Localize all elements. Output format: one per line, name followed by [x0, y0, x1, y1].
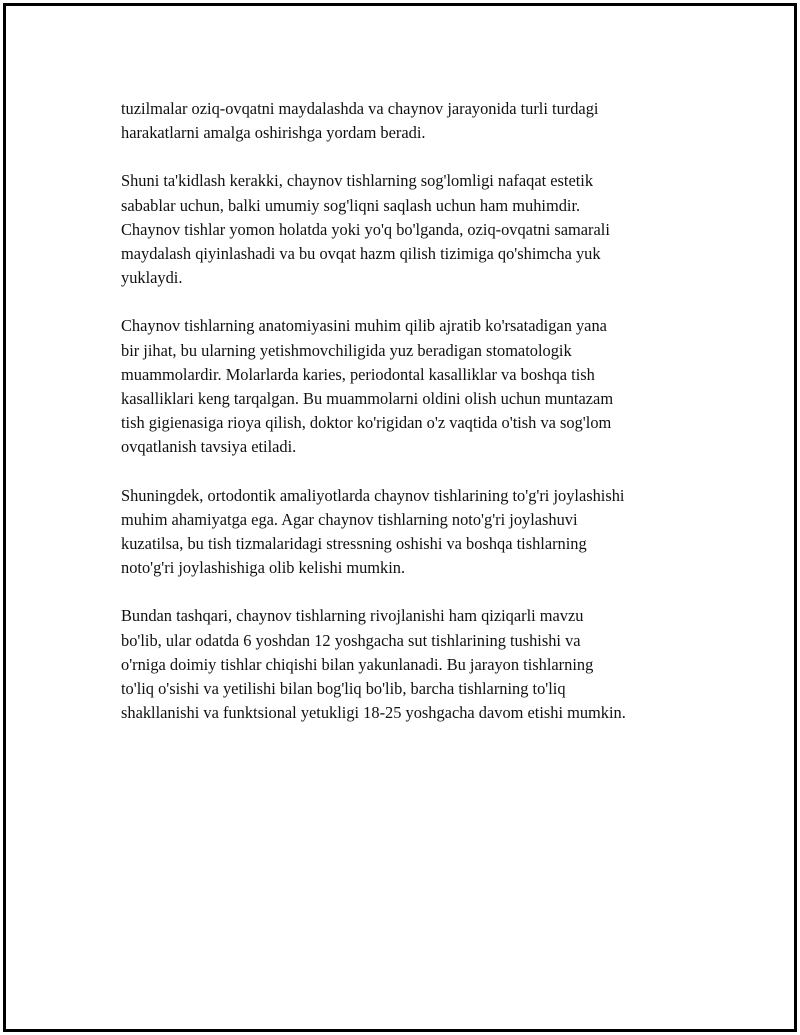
text-line: muammolardir. Molarlarda karies, periodontal kasalliklar va boshqa tish: [121, 364, 595, 384]
text-line: tuzilmalar oziq-ovqatni maydalashda va chaynov jarayonida turli turdagi: [121, 99, 599, 118]
text-line: to'liq o'sishi va yetilishi bilan bog'liq bo'lib, barcha tishlarning to'liq: [121, 679, 566, 699]
text-line: tish gigienasiga rioya qilish, doktor ko'rigidan o'z vaqtida o'tish va sog'lom: [121, 413, 612, 433]
text-line: bo'lib, ular odatda 6 yoshdan 12 yoshgacha sut tishlarining tushishi va: [121, 630, 581, 650]
paragraph-4: [121, 484, 701, 581]
text-line: o'rniga doimiy tishlar chiqishi bilan yakunlanadi. Bu jarayon tishlarning: [121, 654, 594, 674]
text-line: Bundan tashqari, chaynov tishlarning rivojlanishi ham qiziqarli mavzu: [121, 606, 584, 626]
text-line: kasalliklari keng tarqalgan. Bu muammolarni oldini olish uchun muntazam: [121, 389, 614, 409]
text-line: noto'g'ri joylashishiga olib kelishi mumkin.: [121, 558, 406, 578]
text-line: Chaynov tishlar yomon holatda yoki yo'q bo'lganda, oziq-ovqatni samarali: [121, 219, 610, 239]
text-line: harakatlarni amalga oshirishga yordam beradi.: [121, 123, 426, 143]
paragraph-5: [121, 604, 701, 725]
document-body: [121, 97, 701, 749]
text-line: ovqatlanish tavsiya etiladi.: [121, 437, 297, 457]
text-line: Shuningdek, ortodontik amaliyotlarda chaynov tishlarining to'g'ri joylashishi: [121, 485, 625, 505]
paragraph-3: [121, 314, 701, 459]
text-line: Chaynov tishlarning anatomiyasini muhim qilib ajratib ko'rsatadigan yana: [121, 316, 607, 336]
paragraph-1: [121, 97, 701, 145]
text-line: Shuni ta'kidlash kerakki, chaynov tishlarning sog'lomligi nafaqat estetik: [121, 171, 594, 191]
paragraph-2: [121, 169, 701, 290]
text-line: bir jihat, bu ularning yetishmovchiligida yuz beradigan stomatologik: [121, 340, 572, 360]
text-line: yuklaydi.: [121, 268, 183, 288]
text-line: muhim ahamiyatga ega. Agar chaynov tishlarning noto'g'ri joylashuvi: [121, 509, 578, 529]
page-frame: [3, 3, 797, 1032]
text-line: kuzatilsa, bu tish tizmalaridagi stressning oshishi va boshqa tishlarning: [121, 534, 587, 554]
text-line: shakllanishi va funktsional yetukligi 18-25 yoshgacha davom etishi mumkin.: [121, 703, 626, 723]
text-line: sabablar uchun, balki umumiy sog'liqni saqlash uchun ham muhimdir.: [121, 195, 581, 215]
text-line: maydalash qiyinlashadi va bu ovqat hazm qilish tizimiga qo'shimcha yuk: [121, 244, 601, 264]
